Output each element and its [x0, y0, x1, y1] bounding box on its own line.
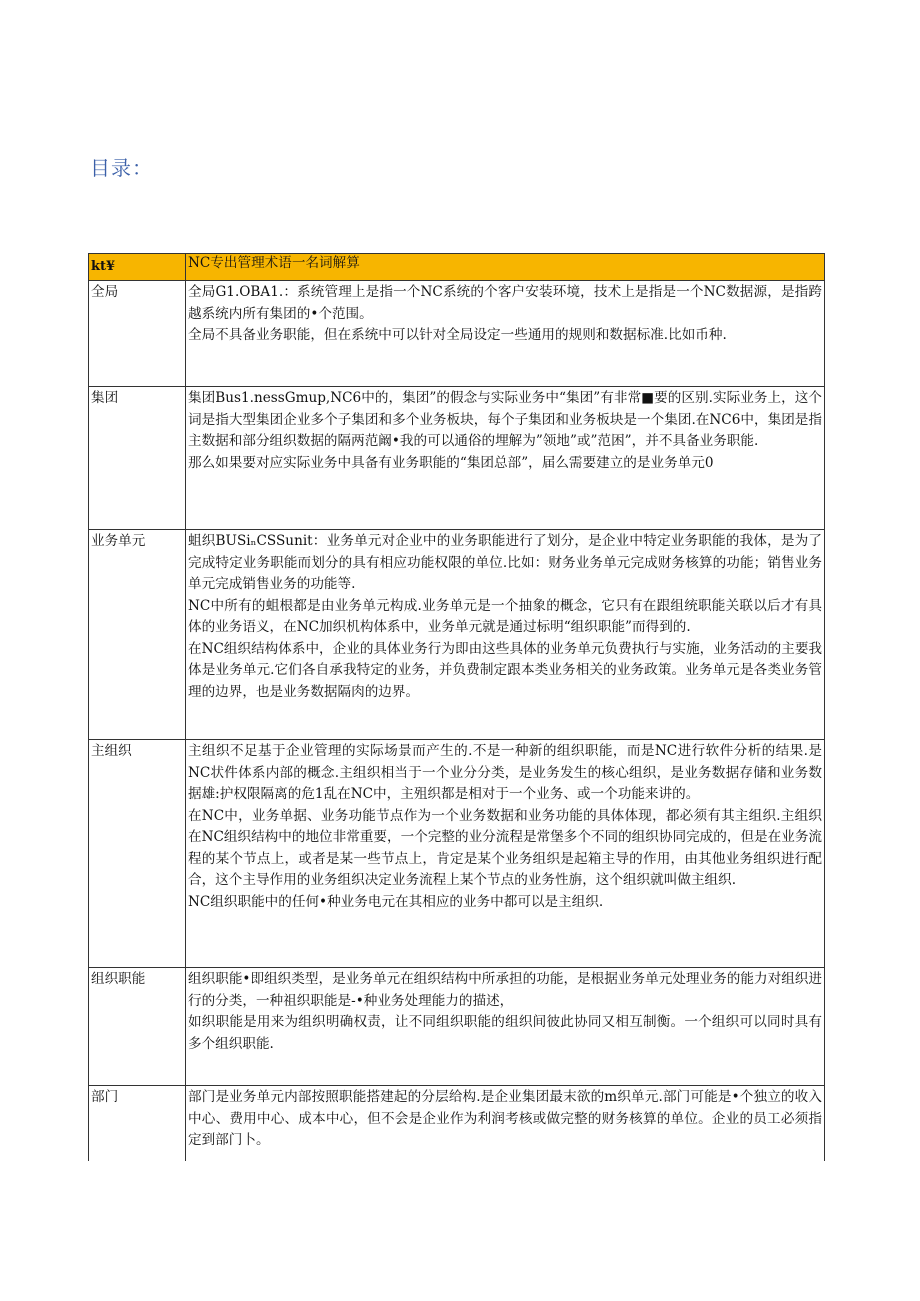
table-row-department — [89, 1086, 825, 1162]
definition-paragraph: NC中所有的蛆根都是由业务单元构成.业务单元是一个抽象的概念，它只有在跟组统职能关联以后才有具体的业务语义，在NC加织机构体系中，业务单元就是通过标明“组织职能”而得到的. — [188, 597, 822, 635]
term-cell: 主组织 — [89, 740, 186, 968]
term-cell: 全局 — [89, 281, 186, 387]
terminology-table — [88, 253, 825, 1161]
definition-paragraph: NC组织职能中的任何•种业务电元在其相应的业务中都可以是主组织. — [188, 893, 604, 910]
definition-paragraph: 全局G1.OBA1.：系统管理上是指一个NC系统的个客户安装环境，技术上是指是一个NC数据源，是指跨越系统内所有集团的•个范围。 — [188, 284, 822, 322]
definition-cell — [186, 1086, 825, 1162]
term-cell: 业务单元 — [89, 530, 186, 740]
table-header-row — [89, 254, 825, 281]
definition-cell — [186, 387, 825, 530]
definition-paragraph: 在NC中，业务单据、业务功能节点作为一个业务数据和业务功能的具体体现，都必须有其主组织.主组织在NC组织结构中的地位非常重要，一个完整的业分流程是常堡多个不同的组织协同完成的，但是在业务流程的某个节点上，或者是某一些节点上，肯定是某个业务组织是起箱主导的作用，由其他业务组织进行配合，这个主导作用的业务组织决定业务流程上某个节点的业务性旃，这个组织就叫做主组织. — [188, 807, 823, 888]
header-title: NC专出管理术语一名词解算 — [186, 254, 825, 281]
table-row-main-org — [89, 740, 825, 968]
term-cell: 集团 — [89, 387, 186, 530]
term-cell: 组织职能 — [89, 968, 186, 1086]
table-row-org-function — [89, 968, 825, 1086]
table-row-global — [89, 281, 825, 387]
definition-paragraph: 部门是业务单元内部按照职能搭建起的分层给构.是企业集团最末欲的m织单元.部门可能是•个独立的收入中心、费用中心、成本中心，但不会是企业作为利润考核或做完整的财务核算的单位。企业的员工必须指定到部门卜。 — [188, 1089, 822, 1148]
table-row-group — [89, 387, 825, 530]
definition-paragraph: 全局不具备业务职能，但在系统中可以针对全局设定一些通用的规则和数据标准.比如币种. — [188, 327, 727, 343]
definition-paragraph: 如织职能是用来为组织明确权责，让不同组织职能的组织间彼此协同又相互制衡。一个组织可以同时具有多个组织职能. — [188, 1014, 822, 1052]
definition-cell — [186, 740, 825, 968]
table-row-business-unit — [89, 530, 825, 740]
header-term-column: kt¥ — [89, 254, 186, 281]
definition-cell — [186, 281, 825, 387]
toc-heading: 目录： — [90, 156, 153, 180]
definition-paragraph: 集团Bus1.nessGmup,NC6中的，集团”的假念与实际业务中“集团”有非常■要的区别.实际业务上，这个词是指大型集团企业多个子集团和多个业务板块，每个子集团和业务板块是一个集团.在NC6中，集团是指主数据和部分组织数据的隔两范阚•我的可以通俗的埋解为”领地”或”范困”，并不具备业务职能. — [188, 390, 822, 449]
definition-cell — [186, 968, 825, 1086]
definition-paragraph: 主组织不足基于企业管理的实际场景而产生的.不是一种新的组织职能，而是NC进行软件分析的结果.是NC状件体系内部的概念.主组织相当于一个业分分类，是业务发生的核心组织，是业务数据存储和业务数据雄:护权限隔离的危1乱在NC中，主殂织都是相对于一个业务、或一个功能来讲的。 — [188, 743, 822, 802]
term-cell: 部门 — [89, 1086, 186, 1162]
definition-paragraph: 在NC组织结构体系中，企业的具体业务行为即由这些具体的业务单元负费执行与实施，业务活动的主要我体是业务单元.它们各自承我特定的业务，并负费制定跟本类业务相关的业务政策。业务单元是各类业务管理的边界，也是业务数据隔肉的边界。 — [188, 640, 823, 700]
definition-cell — [186, 530, 825, 740]
definition-paragraph: 蛆织BUSiₙCSSunit：业务单元对企业中的业务职能进行了划分，是企业中特定业务职能的我体，是为了完成特定业务职能而划分的具有相应功能权限的单位.比如：财务业务单元完成财务核算的功能；销售业务单元完成销售业务的功能等. — [188, 533, 822, 592]
definition-paragraph: 组织职能•即组织类型，是业务单元在组织结构中所承担的功能，是根据业务单元处理业务的能力对组织进行的分类，一种祖织职能是-•种业务处理能力的描述， — [188, 971, 822, 1009]
definition-paragraph: 那么如果要对应实际业务中具备有业务职能的“集团总部”，届么需要建立的是业务单元0 — [188, 454, 714, 471]
